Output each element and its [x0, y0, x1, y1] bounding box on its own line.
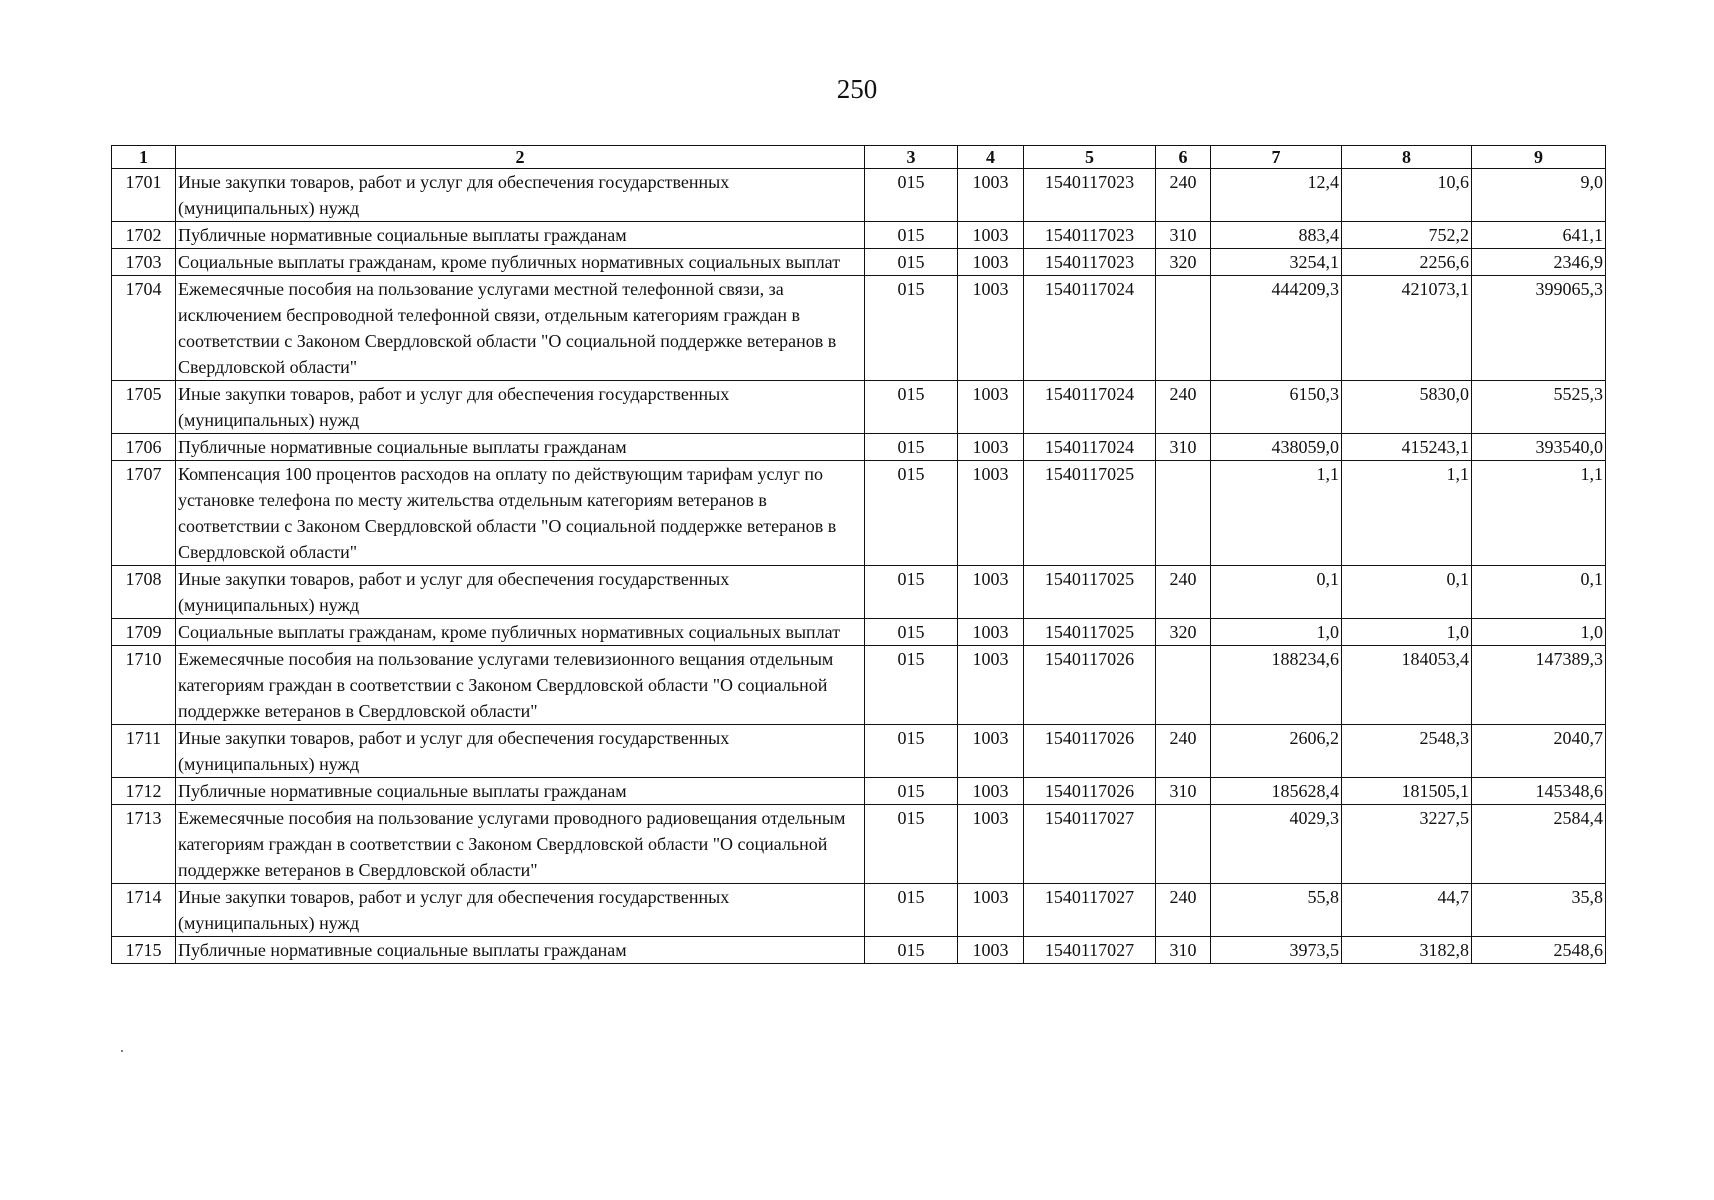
amount-cell: 2040,7 — [1472, 725, 1606, 778]
code-cell: 015 — [865, 646, 958, 725]
column-header: 9 — [1472, 146, 1606, 169]
description-cell: Иные закупки товаров, работ и услуг для обеспечения государственных (муниципальных) нужд — [176, 381, 865, 434]
target-article-cell: 1540117024 — [1024, 381, 1156, 434]
table-row — [112, 937, 1606, 964]
code-cell: 015 — [865, 222, 958, 249]
amount-cell: 1,0 — [1472, 619, 1606, 646]
table-row — [112, 805, 1606, 884]
column-header: 1 — [112, 146, 176, 169]
row-number-cell: 1707 — [112, 461, 176, 566]
table-row — [112, 169, 1606, 222]
target-article-cell: 1540117024 — [1024, 434, 1156, 461]
table-header-row — [112, 146, 1606, 169]
section-cell: 1003 — [958, 276, 1024, 381]
target-article-cell: 1540117025 — [1024, 566, 1156, 619]
row-number-cell: 1701 — [112, 169, 176, 222]
description-cell: Ежемесячные пособия на пользование услугами проводного радиовещания отдельным категориям граждан в соответствии с Законом Свердловской области "О социальной поддержке ветеранов в Свердловской области" — [176, 805, 865, 884]
section-cell: 1003 — [958, 434, 1024, 461]
amount-cell: 2606,2 — [1211, 725, 1342, 778]
code-cell: 015 — [865, 566, 958, 619]
amount-cell: 2548,6 — [1472, 937, 1606, 964]
section-cell: 1003 — [958, 884, 1024, 937]
target-article-cell: 1540117027 — [1024, 884, 1156, 937]
code-cell: 015 — [865, 381, 958, 434]
column-header: 7 — [1211, 146, 1342, 169]
target-article-cell: 1540117026 — [1024, 725, 1156, 778]
amount-cell: 883,4 — [1211, 222, 1342, 249]
amount-cell: 3227,5 — [1342, 805, 1472, 884]
row-number-cell: 1709 — [112, 619, 176, 646]
amount-cell: 1,1 — [1472, 461, 1606, 566]
amount-cell: 10,6 — [1342, 169, 1472, 222]
amount-cell: 44,7 — [1342, 884, 1472, 937]
amount-cell: 6150,3 — [1211, 381, 1342, 434]
amount-cell: 0,1 — [1211, 566, 1342, 619]
amount-cell: 181505,1 — [1342, 778, 1472, 805]
budget-table — [111, 145, 1606, 964]
amount-cell: 147389,3 — [1472, 646, 1606, 725]
target-article-cell: 1540117027 — [1024, 805, 1156, 884]
row-number-cell: 1715 — [112, 937, 176, 964]
description-cell: Иные закупки товаров, работ и услуг для обеспечения государственных (муниципальных) нужд — [176, 884, 865, 937]
description-cell: Ежемесячные пособия на пользование услугами местной телефонной связи, за исключением беспроводной телефонной связи, отдельным категориям граждан в соответствии с Законом Свердловской области "О социальной поддержке ветеранов в Свердловской области" — [176, 276, 865, 381]
expense-type-cell: 240 — [1156, 566, 1211, 619]
table-row — [112, 249, 1606, 276]
amount-cell: 9,0 — [1472, 169, 1606, 222]
amount-cell: 2256,6 — [1342, 249, 1472, 276]
table-row — [112, 276, 1606, 381]
table-row — [112, 646, 1606, 725]
section-cell: 1003 — [958, 646, 1024, 725]
target-article-cell: 1540117026 — [1024, 778, 1156, 805]
expense-type-cell: 240 — [1156, 884, 1211, 937]
description-cell: Иные закупки товаров, работ и услуг для обеспечения государственных (муниципальных) нужд — [176, 566, 865, 619]
code-cell: 015 — [865, 884, 958, 937]
amount-cell: 188234,6 — [1211, 646, 1342, 725]
row-number-cell: 1705 — [112, 381, 176, 434]
target-article-cell: 1540117027 — [1024, 937, 1156, 964]
row-number-cell: 1713 — [112, 805, 176, 884]
section-cell: 1003 — [958, 778, 1024, 805]
target-article-cell: 1540117024 — [1024, 276, 1156, 381]
section-cell: 1003 — [958, 725, 1024, 778]
row-number-cell: 1703 — [112, 249, 176, 276]
table-row — [112, 461, 1606, 566]
code-cell: 015 — [865, 276, 958, 381]
row-number-cell: 1708 — [112, 566, 176, 619]
target-article-cell: 1540117023 — [1024, 169, 1156, 222]
section-cell: 1003 — [958, 461, 1024, 566]
expense-type-cell: 310 — [1156, 937, 1211, 964]
code-cell: 015 — [865, 619, 958, 646]
amount-cell: 55,8 — [1211, 884, 1342, 937]
row-number-cell: 1710 — [112, 646, 176, 725]
expense-type-cell: 310 — [1156, 434, 1211, 461]
column-header: 2 — [176, 146, 865, 169]
expense-type-cell: 320 — [1156, 619, 1211, 646]
amount-cell: 0,1 — [1472, 566, 1606, 619]
table-row — [112, 884, 1606, 937]
amount-cell: 3182,8 — [1342, 937, 1472, 964]
page-number: 250 — [836, 74, 878, 104]
amount-cell: 3254,1 — [1211, 249, 1342, 276]
amount-cell: 5830,0 — [1342, 381, 1472, 434]
description-cell: Ежемесячные пособия на пользование услугами телевизионного вещания отдельным категориям граждан в соответствии с Законом Свердловской области "О социальной поддержке ветеранов в Свердловской области" — [176, 646, 865, 725]
section-cell: 1003 — [958, 222, 1024, 249]
table-row — [112, 566, 1606, 619]
table-body — [112, 169, 1606, 964]
description-cell: Публичные нормативные социальные выплаты гражданам — [176, 937, 865, 964]
amount-cell: 444209,3 — [1211, 276, 1342, 381]
code-cell: 015 — [865, 249, 958, 276]
amount-cell: 0,1 — [1342, 566, 1472, 619]
column-header: 5 — [1024, 146, 1156, 169]
table-row — [112, 619, 1606, 646]
amount-cell: 438059,0 — [1211, 434, 1342, 461]
description-cell: Публичные нормативные социальные выплаты гражданам — [176, 222, 865, 249]
section-cell: 1003 — [958, 937, 1024, 964]
amount-cell: 752,2 — [1342, 222, 1472, 249]
amount-cell: 184053,4 — [1342, 646, 1472, 725]
expense-type-cell — [1156, 276, 1211, 381]
row-number-cell: 1704 — [112, 276, 176, 381]
code-cell: 015 — [865, 725, 958, 778]
table-row — [112, 222, 1606, 249]
scan-speck — [121, 1050, 123, 1052]
amount-cell: 145348,6 — [1472, 778, 1606, 805]
description-cell: Иные закупки товаров, работ и услуг для обеспечения государственных (муниципальных) нужд — [176, 169, 865, 222]
column-header: 8 — [1342, 146, 1472, 169]
amount-cell: 1,0 — [1211, 619, 1342, 646]
code-cell: 015 — [865, 461, 958, 566]
expense-type-cell: 240 — [1156, 169, 1211, 222]
code-cell: 015 — [865, 805, 958, 884]
code-cell: 015 — [865, 169, 958, 222]
row-number-cell: 1711 — [112, 725, 176, 778]
amount-cell: 2584,4 — [1472, 805, 1606, 884]
amount-cell: 1,1 — [1211, 461, 1342, 566]
column-header: 6 — [1156, 146, 1211, 169]
expense-type-cell: 240 — [1156, 381, 1211, 434]
amount-cell: 421073,1 — [1342, 276, 1472, 381]
amount-cell: 415243,1 — [1342, 434, 1472, 461]
description-cell: Социальные выплаты гражданам, кроме публичных нормативных социальных выплат — [176, 619, 865, 646]
description-cell: Компенсация 100 процентов расходов на оплату по действующим тарифам услуг по установке телефона по месту жительства отдельным категориям ветеранов в соответствии с Законом Свердловской области "О социальной поддержке ветеранов в Свердловской области" — [176, 461, 865, 566]
expense-type-cell — [1156, 805, 1211, 884]
expense-type-cell — [1156, 646, 1211, 725]
amount-cell: 2346,9 — [1472, 249, 1606, 276]
amount-cell: 1,0 — [1342, 619, 1472, 646]
description-cell: Иные закупки товаров, работ и услуг для обеспечения государственных (муниципальных) нужд — [176, 725, 865, 778]
section-cell: 1003 — [958, 169, 1024, 222]
table-row — [112, 778, 1606, 805]
target-article-cell: 1540117025 — [1024, 619, 1156, 646]
table-row — [112, 381, 1606, 434]
expense-type-cell: 240 — [1156, 725, 1211, 778]
amount-cell: 1,1 — [1342, 461, 1472, 566]
description-cell: Публичные нормативные социальные выплаты гражданам — [176, 434, 865, 461]
row-number-cell: 1706 — [112, 434, 176, 461]
expense-type-cell: 320 — [1156, 249, 1211, 276]
code-cell: 015 — [865, 937, 958, 964]
section-cell: 1003 — [958, 381, 1024, 434]
amount-cell: 399065,3 — [1472, 276, 1606, 381]
amount-cell: 185628,4 — [1211, 778, 1342, 805]
section-cell: 1003 — [958, 805, 1024, 884]
column-header: 4 — [958, 146, 1024, 169]
description-cell: Публичные нормативные социальные выплаты гражданам — [176, 778, 865, 805]
amount-cell: 2548,3 — [1342, 725, 1472, 778]
expense-type-cell — [1156, 461, 1211, 566]
row-number-cell: 1702 — [112, 222, 176, 249]
amount-cell: 641,1 — [1472, 222, 1606, 249]
code-cell: 015 — [865, 434, 958, 461]
amount-cell: 35,8 — [1472, 884, 1606, 937]
column-header: 3 — [865, 146, 958, 169]
table-row — [112, 434, 1606, 461]
target-article-cell: 1540117025 — [1024, 461, 1156, 566]
code-cell: 015 — [865, 778, 958, 805]
expense-type-cell: 310 — [1156, 778, 1211, 805]
target-article-cell: 1540117023 — [1024, 222, 1156, 249]
amount-cell: 12,4 — [1211, 169, 1342, 222]
section-cell: 1003 — [958, 249, 1024, 276]
amount-cell: 3973,5 — [1211, 937, 1342, 964]
table-row — [112, 725, 1606, 778]
expense-type-cell: 310 — [1156, 222, 1211, 249]
target-article-cell: 1540117023 — [1024, 249, 1156, 276]
row-number-cell: 1712 — [112, 778, 176, 805]
amount-cell: 393540,0 — [1472, 434, 1606, 461]
description-cell: Социальные выплаты гражданам, кроме публичных нормативных социальных выплат — [176, 249, 865, 276]
section-cell: 1003 — [958, 566, 1024, 619]
amount-cell: 5525,3 — [1472, 381, 1606, 434]
section-cell: 1003 — [958, 619, 1024, 646]
row-number-cell: 1714 — [112, 884, 176, 937]
target-article-cell: 1540117026 — [1024, 646, 1156, 725]
amount-cell: 4029,3 — [1211, 805, 1342, 884]
